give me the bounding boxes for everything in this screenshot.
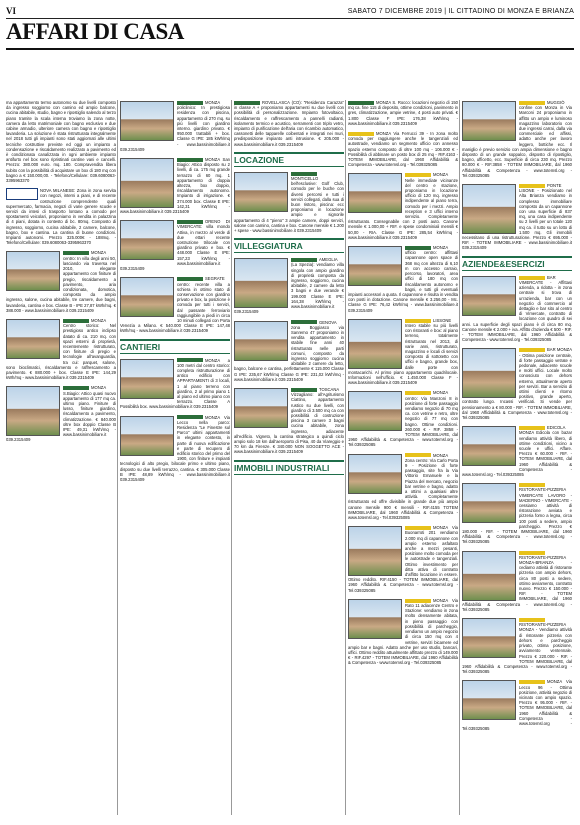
ad-text: MONZA Via Buonarroti 201 vendiamo 2.000 mq di capannone con ampio esterno asfaltato anche a mezzi pesanti, posizione molto comoda per le autostrade e tangenziali. Ottimo investimento per ditta attiva di contratto d'affitto locazione in essere. Ottimo reddito. RIF.4150 - TOTEM IMMOBILIARE, dal 1960 Affidabilità & Competenza - www.totemsl.org - Tel.039325085 <box>348 525 458 593</box>
ad-text: MONZA Centro storico: Nel prestigioso antico inclipso datato di ca. 210 mq. con spazi esterni di proprietà, recentemente ristrutturato, con finiture di pregio e tecnologie all'avanguardia, tra cui: parquet, salone, sono bioclimatici, riscaldamento e raffrescamento a pavimento. € 880.000 + box. Classe E IPE: 144,29 kWh/mq - www.bassinimobiliare.it 039.2315409 <box>6 317 116 381</box>
ad-text: TOSCANA Vizzagliano: all'Agriturismo Ciattino, appartamento rustico su due livelli, con giardino di 3.500 mq ca con possibilità di costruzione piscina 3 camere 3 bagni cucina abitabile, zona ingresso, adiacente all'edificio. Vigneto, la cantina strategico a quindi ciclo ampio solo 18 km dall'aeroporto di Pisa, 40 da Viareggio e 70 km da Firenze. € 340.000 NON SOGGETTO ACE - www.bassinimobiliare.it 039.2315409 <box>234 386 344 455</box>
ad-text: MONZA Zona centro: Via Carlo Porta 9 - Posizione di forte passaggio, site fra la Via Vittorio Emanuele e la Piazza del mercato, negozio bar vetrine e bagno, adatto a ottimi a qualsiasi altre attività. Completamente ristrutturato ed offre divisibile in grande due più ampio canone mensile 900 € mensili - RIF.4155 TOTEM IMMOBILIARE, dal 1960 Affidabilità & Competenza - www.totemsl.org - Tel.039325085 <box>348 452 458 521</box>
classified-ad <box>120 100 230 152</box>
agency-logo <box>6 188 38 200</box>
title-rule <box>6 48 574 50</box>
ad-column <box>234 100 344 820</box>
classified-ad <box>6 385 116 442</box>
ad-text: MONTICELLO bell'esclusive: Golf Club, comodo per le buche con diversi percorsi e tutti i servizi collegati, dalla sua di buon ristoro, piscina: ecc proponiamo in locazione ampio e signorile appartamento di 4 "pieno" 3 ampie camere, doppi servizi, salone con camino, cantina e box. Canone mensile € 1.200 + spese - www.bassinimobiliare.it 039.2315409 <box>234 176 344 234</box>
property-photo <box>348 246 402 286</box>
ad-text: MONZA Via Ferrucci 39 - In zona molto comoda per raggiungere anche le tangenziali ed autostrade, vendiamo un segmento ufficio con annesso spazio esterno composto di oltre 100 mq - 106.000 € - Possibilità di abbinare un posto box di 25 mq - RIF.4163 - TOTEM IMMOBILIARE, dal 1960 Affidabilità & Competenza - www.totemsl.org - Tel.039325085 <box>348 131 458 168</box>
property-photo <box>234 172 288 212</box>
ad-text: MONZA S. Rocco: locazioni negozio di 150 mq ca. fine 115 di deposito, ottime condizioni, pavimento in gres, climatizzazione, ampie vetrine, 4 posti auto privati. € 1.800 Classe F IPE: 176,38 kWh/mq - www.bassinimobiliare.it 039.2315409 <box>348 100 458 126</box>
ad-text: MONZA Via Rato 11 adiacenze Centro e Stazione: vendiamo in zona molto densamente abitata, in pieno passaggio con possibilità di parcheggio, vendiamo un ampio negozio di circa 150 mq con 4 vetrine, servizi bicamere ed ampio bar e bagni. Adatto anche per uso studio, bancari, uffici. Ottimo reddito attualmente affittato prezzo di 149.000 € - RIF.4297 - TOTEM IMMOBILIARE, dal 1960 Affidabilità & Competenza - www.totemsl.org - Tel.039325085 <box>348 597 458 666</box>
classified-ad <box>234 320 344 382</box>
classified-ad <box>234 171 344 233</box>
ad-text: MONZA Via Lecco 96 - Ottima posizione, attività negozio di vicinato con ampio spazio. Prezzo € 95.000 - RIF. - TOTEM IMMOBILIARE, dal 1960 Affidabilità & Competenza - www.totemsl.org - Tel.039325085 <box>462 679 572 732</box>
property-photo <box>6 251 60 291</box>
ad-text: ma appartamento termo autonomo su due livelli composto da ingresso soggiorno con camino ed ampio balcone, cucina abitabile, studio, bagno e ripostiglio salendo al terzo piano tramite la scala interna troviamo la zona notte, camera da letto matrimoniale con bagno esclusivo e due cabine armadio, ulteriore camera con bagno e ripostiglio lavanderia. La soluzione è stata ristrutturata integralmente nel 2018 tutti gli impianti sono stati aggiornati alle ultimi tecniche costruttive previste ed oggi un impianto a condensazione e riscaldamento realizzato a pavimento ed è condizionata canalizzata in ogni ambiente impianto antifurto nel box sono ripristinati cantine vani e cancelli. Prezzo: 380.000 euro. mq. 180. Compravendita libera subito con la possibilità di acquistare un box di 180 mq con bagno a € 150.000,00. - Telefono/Cellulare: 039.6080063-3395963370 <box>6 100 116 184</box>
ad-text: RISTORANTE-PIZZERIA MONZA-BRIANZA - cediamo attività di ristorante pizzeria con ampio dehors, circa 80 posti a sedere, ottimo avviamento, contratto nuovo. Prezzo € 150.000 - RIF. - TOTEM IMMOBILIARE, dal 1960 Affidabilità & Competenza - www.totemsl.org - Tel.039325085 <box>462 554 572 612</box>
property-photo <box>348 526 402 576</box>
ad-text: ROVELLASCA (CO): "Residenza Carazza" in classe A + proponiamo appartamenti su due livelli con possibilità di personalizzazione. Impianto fotovoltaico, riscaldamento e raffrescamento a pannelli radianti, isolamento termico e acustico, serramenti con triplo vetro, impianto di purificazione dell'aria con ricambio automatico, cassonetti delle tapparelle coibentati e integrati nei muri, predisposizione impianto anti intrusione. € 205.000 - www.bassinimobiliare.it 039.2315409 <box>234 100 344 147</box>
section-heading: CANTIERI <box>120 339 230 354</box>
ad-column <box>462 100 572 820</box>
ad-text: BAR VIMERCATE - Affittasi azienda, a ridotta - in zona centrale si trova di un'azienda, bar con un negozio di commercio al dettaglio e bar sito al centro di Vimercate, contratto di locazione con quadro di sei anni. La superficie degli spazi piano è di circa 80 mq. Canone mensile € 2.000 + iva. Affitto d'azienda € 500 - RIF. - TOTEM IMMOBILIARE, dal 1960 Affidabilità & Competenza - www.totemsl.org - Tel.039325085 <box>462 274 572 343</box>
property-photo <box>120 158 174 208</box>
ad-text: MUGGIÒ confine con Monza in Via Marconi 24 proponiamo in affitto un ampio e luminoso magazzino laboratorio con due ingressi carrai, dalla via commerciale ed affissi, adatto anche per lavoro leggero, bottiche ecc. Il maniglio è previo servizio con ampia dimensione e bagno disposto di un grande soppalco, disposto di ripostiglio, bagno, ufficetto, ecc. Superficie di circa 230 mq. Prezzo 80.000 € - RIF.3858 - TOTEM IMMOBILIARE, dal 1960 Affidabilità & Competenza - www.totemsl.org - Tel.039325085 <box>462 100 572 178</box>
classified-ad <box>348 525 458 593</box>
property-photo <box>348 391 402 431</box>
section-heading: IMMOBILI INDUSTRIALI <box>234 460 344 475</box>
page-number: VI <box>6 6 17 16</box>
ad-text: LISSONE Intero stabile su più livelli con ristoranti e box: al piano terreno, totalmente ristrutturato nel 2013, di varie anni, ristrutturato, magazzino e locali di servizi composto di sottotetto con uffici e bagno, grande box, dalle porte con montacarichi. Al primo piano appartamento quadrilocale. Informazioni nell'ufficio. € 1.450.000 Classe F - www.bassinimobiliare.it 039.2315409 <box>348 317 458 386</box>
ad-text: ORENO DI VIMERCATE: villa mondo Attiva, in mezzo al verde di due ettari recente costruzione trilocale con giardino privato e box. € 448.000 Classe E IPE: 157,23 kWh/mq - www.bassinimobiliare.it 039.2315409 <box>120 219 230 272</box>
property-photo <box>462 426 516 466</box>
classified-ad <box>234 100 344 147</box>
classified-ad <box>348 100 458 126</box>
ad-text: GENOVA zona Boggiasco via Sanremo 47 proponiamo in vendita appartamento in stabile fine anni 40 ristrutturato nelle parti comuni, composto da ingresso soggiorno cucina abitabile 2 camere da letto, bagno, balcone e cantina, perfettamente € 115.000 Classe G IPE: 235,67 kWh/mq Classe G IPE: 231,02 kWh/mq - www.bassinimobiliare.it 039.2315409 <box>234 319 344 382</box>
property-photo <box>462 101 516 141</box>
property-photo <box>234 388 288 428</box>
classified-ad <box>348 598 458 666</box>
article-text <box>6 100 116 183</box>
property-photo <box>348 173 402 213</box>
property-photo <box>462 276 516 316</box>
ad-text: AMEGLIA (La Spezia): vendiamo villa singola con ampio giardino di proprietà composta da ingresso, soggiorno, cucina abitabile, 2 camere da letto 3 bagni e due verande € 199.000 Classe E IPE: 164,38 kWh/mq - www.bassinimobiliare.it 039.2315409 <box>234 257 344 315</box>
ad-text: MONZA Nelle immediate vicinanze del centro e stazione, proponiamo in locazione ufficio di 120 mq. ingresso indipendente al piano terra, comodo per i mezzi. Ampio reception e 3 uffici interno servizio. Completamente ristrutturato. Consegnabile con 2 posti auto. Canone mensile € 1.000,00 + RIF. e spese condominiali mensili € 50,00 - RIA. Classe G IPE: 285,54 kWh/mq - www.bassinimobiliare.it 039.2315409 <box>348 172 458 240</box>
classified-ad <box>462 617 572 674</box>
section-heading: VILLEGGIATURA <box>234 238 344 253</box>
classified-ad <box>462 482 572 544</box>
property-photo <box>234 321 288 361</box>
ad-text: MONZA S.Biagio: Attico quasi nuovo appartamento di 177 mq ca. ultimo piano. Finiture di lusso, finiture giardino, riscaldamento a pavimento, climatizzazione. € 840.000 oltre box doppio Classe B IPE: 49,31 kWh/mq - www.bassinimobiliare.it 039.2315409 <box>6 385 116 443</box>
classified-ad <box>348 172 458 240</box>
ad-text: BAR MONZA - Ottima posizione centrale, di forte passaggio vetrate e pedonale, adiacente scuole e molti uffici. Locale molto conosciuto con dehors esterno, attualmente aperto per servizi. Bar a servizio di ottimi clienti e ritorno positivo, grande aperto, contratto lungo. Incassi verificati. Si vende per pensionamento a € 80.000 - RIF. - TOTEM IMMOBILIARE, dal 1960 Affidabilità & Competenza - www.totemsl.org - Tel.039325085 <box>462 347 572 420</box>
property-photo <box>120 277 174 317</box>
classified-ad <box>234 257 344 314</box>
property-photo <box>120 220 174 260</box>
classified-ad <box>348 453 458 521</box>
page-header <box>6 4 574 19</box>
ad-column <box>6 100 116 820</box>
property-photo <box>462 348 516 398</box>
property-photo <box>348 454 402 494</box>
classified-ad <box>6 250 116 312</box>
property-photo <box>462 551 516 601</box>
classified-ad <box>348 131 458 167</box>
classified-ad <box>462 347 572 420</box>
ad-text: EDICOLA MONZA Edicola con bazar vendiamo attività libero, di ottime condizioni, vicino a scuole e uffici. Affare. Prezzo € 60.000 - RIF. - TOTEM IMMOBILIARE, dal 1960 Affidabilità & Competenza - www.totemsl.org - Tel.039325085 <box>462 425 572 477</box>
column-divider <box>117 100 118 815</box>
property-photo <box>120 101 174 141</box>
classified-ad <box>120 276 230 333</box>
publication-line: SABATO 7 DICEMBRE 2019 | IL CITTADINO DI MONZA E BRIANZA <box>347 8 574 15</box>
classified-ad <box>6 318 116 380</box>
classified-ad <box>462 550 572 612</box>
ad-text: MONZA San Biagio: Attico disposto su 2 livelli, di ca. 175 mq grande terrazzo di 60 mq. 1 appartamento di doppia altezza, box doppio, riscaldamento autonomo. Impianto di irrigazione. € 374.000 box. Classe E IPE: 142,31 kWh/mq - www.bassinimobiliare.it 039.2315409 <box>120 157 230 215</box>
classified-ad <box>6 188 116 245</box>
property-photo <box>120 359 174 399</box>
section-heading: LOCAZIONE <box>234 152 344 167</box>
classified-ad <box>462 100 572 178</box>
property-photo <box>462 618 516 658</box>
property-photo <box>120 416 174 456</box>
ad-text: RISTORANTE-PIZZERIA MONZA - Vendiamo attività di ristorante pizzeria con dehors e parcheggio privato, ottima posizione, avviamento ventennale. Prezzo € 220.000 - RIF. - TOTEM IMMOBILIARE, dal 1960 Affidabilità & Competenza - www.totemsl.org - Tel.039325085 <box>462 622 572 675</box>
classified-ad <box>120 415 230 483</box>
ad-column <box>120 100 230 820</box>
classified-ad <box>234 387 344 455</box>
ad-text: NOVA MILANESE: Zona in zona servita con negozi, interni a piani, e di recente costruzione comprendente quali supermercato, farmacia, negozi di varie genere scuole e servizi da intesi di trasporto lontano a comodo per spostamenti veicolari, proponiamo in vendita in palazzina di 4 piani, dotata in contesto di bc. 80mq. Composto di ingresso, soggiorno, cucina abitabile, 2 camere, balcone, bagno, box e cantina. La cantina di buone condizioni. Impianti autonomi. Prezzo 325.000€ - 188mq. - Telefono/Cellulare: 039.6080063-3395963370 <box>6 188 116 246</box>
ad-text: MONZA Via Lecco nella parco: Residenza "Le Finestre sul Parco" ultimi appartamenti in elegante contesto, in parte di nuova edificazione e parte di recupero di edificio storico del primo del 1900, con finiture e impianti tecnologici di alto pregio, bilocale primo e ultimo piano, disposto su due livelli terrazzo, cantina. € 305.000 Classe B IPE: 48,89 kWh/mq - www.bassinimobiliare.it 039.2315409 <box>120 414 230 482</box>
ad-text: RISTORANTE-PIZZERIA VIMERCATE LAVORO - MADERNO - VIMERCATE - cessiamo attività di ristorazione avviata e pizzeria forno a legna, circa 100 posti a sedere, ampio parcheggio. Prezzo € 180.000 - RIF. - TOTEM IMMOBILIARE, dal 1960 Affidabilità & Competenza - www.totemsl.org - Tel.039325085 <box>462 487 572 545</box>
property-photo <box>6 386 60 436</box>
classified-ad <box>462 679 572 731</box>
page-title: AFFARI DI CASA <box>6 19 184 44</box>
classified-ad <box>462 275 572 343</box>
ad-text: MONZA a 100 metri dal centro storico: completa ristrutturazione di antico edificio con APPARTAMENTI di 3 locali, 1 al piano terreno con giardino, 2 al primo piano 1 al piano ed ultimo piano con terrazzo. Classe A Possibilità box. www.bassinimobiliare.it 039.2315409 <box>120 357 230 410</box>
ad-text: SEGRATE centro: recente villa a schiera in ottimo stato di conservazione con giardino privato e box, la posizione è comoda per tutti i servizi, dal passante ferroviario raggiungibile a piedi in circa 10 minuti collegati con Porta Venezia a Milano. € 540.000 Classe E IPE: 147,48 kWh/mq - www.bassinimobiliare.it 039.2315409 <box>120 276 230 334</box>
property-photo <box>234 258 288 308</box>
property-photo <box>348 599 402 639</box>
ad-column <box>348 100 458 820</box>
section-heading: AZIENDE&ESERCIZI <box>462 256 572 271</box>
property-photo <box>462 680 516 720</box>
classified-ad <box>120 219 230 271</box>
ad-text: MONZA policlinico: In prestigiosa residenza con piscina, appartamento di 270 mq. su più livelli con giardino interno. giardino privato. € 950.000 trattabili + box. Classe G IPE: 185 kWh/mq - www.bassinimobiliare.it 039.2315409 <box>120 100 230 152</box>
classified-ad <box>462 425 572 477</box>
column-divider <box>459 100 460 815</box>
ad-text: PONTE LISONE - Posizionato nel Alta Brianza vendiamo in complesso immobiliare composto da un capannone con una superficie di 837 mq, una casa indipendente su 2 livelli per un totale 120 mq ca. il tutto su un lotto di 1.500 mq. Gli immobili necessitano di una ristrutturazione. Prezzo € 695.000 - RIF. - TOTEM IMMOBILIARE - www.bassinimobiliare.it 039.2315409 <box>462 183 572 251</box>
classified-ad <box>348 318 458 386</box>
classified-ad <box>120 157 230 214</box>
property-photo <box>6 319 60 359</box>
property-photo <box>462 184 516 234</box>
property-photo <box>348 319 402 369</box>
classified-ad <box>462 183 572 251</box>
property-photo <box>462 483 516 523</box>
ad-text: MONZA centro: Via Manzoni 8 in posizione di forte passaggio vendiamo negozio di 70 mq ca. con vetrine e retro, oltre negozio di 77 mq con bagno. Ottime condizioni. 260.000 € - RIF. 3858 - TOTEM IMMOBILIARE, dal 1960 Affidabilità & Competenza - www.totemsl.org - Tel.039325085 <box>348 390 458 448</box>
column-divider <box>231 100 232 815</box>
column-divider <box>345 100 346 815</box>
classified-ad <box>120 358 230 410</box>
classified-ad <box>348 245 458 313</box>
ad-text: MONZA ufficio centro: affittasi capannone open space di 368 mq con altezza di 6,10 m con accesso carraio, percorso, lavoratori, area uffici di 180 mq con riscaldamento autonomo e bagni, e tutti gli eventuali impianti accessori a quota. Il capannone e risulta in vendita con posti in dotazione. Canone mensile € 3.256,00 - Mc. Classe G IPE: 76,42 kWh/mq - www.bassinimobiliare.it 039.2315409 <box>348 245 458 313</box>
ad-text: MONZA centro: In villa degli anni 50, lasciando via traversa nel 2010, elegante appartamento con finiture di pregio, riscaldamento a pavimento, aria condizionata, domotica, composto da ampio ingresso, salone, cucina abitabile, tre camere, due bagni, lavanderia, cantina e box. Classe B - IPE 27,87 kWh/mq. € 388.000 - www.bassinimobiliare.it 039.2315409 <box>6 250 116 313</box>
classified-ad <box>348 390 458 447</box>
